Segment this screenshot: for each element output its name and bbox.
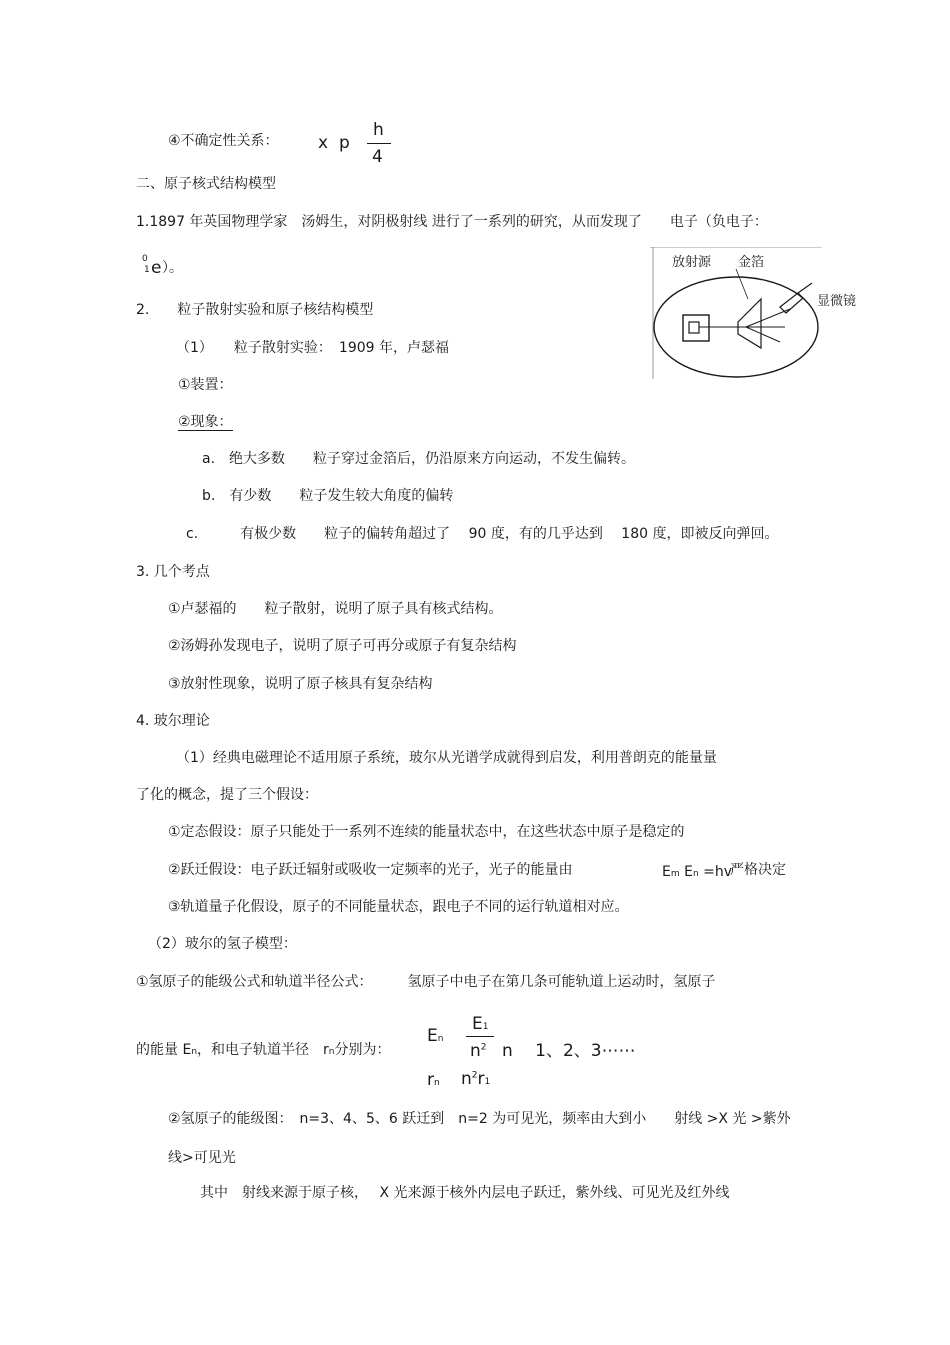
uncertainty-x: x (318, 133, 329, 153)
item4-title: 4. 玻尔理论 (136, 713, 210, 729)
radius-rn: rn (427, 1070, 440, 1090)
electron-sub: 1 (144, 265, 150, 275)
device-label: ①装置： (178, 377, 233, 393)
phenomenon-b: b. 有少数 粒子发生较大角度的偏转 (202, 488, 454, 504)
point-3: ③放射性现象，说明了原子核具有复杂结构 (168, 676, 433, 692)
uncertainty-denominator: 4 (372, 147, 383, 167)
phenomenon-c: c. 有极少数 粒子的偏转角超过了 90 度，有的几乎达到 180 度，即被反向弹回。 (186, 526, 779, 542)
uncertainty-numerator: h (373, 120, 384, 140)
formula-line: 的能量 En，和电子轨道半径 rn分别为： (136, 1042, 391, 1058)
point-1: ①卢瑟福的 粒子散射，说明了原子具有核式结构。 (168, 601, 503, 617)
phenomenon-a: a. 绝大多数 粒子穿过金箔后，仍沿原来方向运动，不发生偏转。 (202, 451, 636, 467)
experiment-line: （1） 粒子散射实验： 1909 年，卢瑟福 (176, 340, 449, 356)
formula-intro: ①氢原子的能级公式和轨道半径公式： 氢原子中电子在第几条可能轨道上运动时，氢原子 (136, 974, 716, 990)
hypothesis-2: ②跃迁假设：电子跃迁辐射或吸收一定频率的光子，光子的能量由 (168, 862, 573, 878)
diagram-microscope-label: 显微镜 (817, 294, 857, 309)
energy-levels-1: ②氢原子的能级图： n=3、4、5、6 跃迁到 n=2 为可见光，频率由大到小 射线 >X 光 >紫外 (168, 1111, 791, 1127)
energy-levels-2: 线>可见光 (168, 1150, 236, 1166)
energy-e1: E1 (472, 1014, 489, 1034)
section-title: 二、原子核式结构模型 (136, 176, 276, 192)
item3-title: 3. 几个考点 (136, 564, 210, 580)
hydrogen-model-title: （2）玻尔的氢子模型： (148, 936, 297, 952)
bohr-intro-2: 了化的概念，提了三个假设： (136, 787, 318, 803)
energy-fraction-bar (466, 1036, 494, 1037)
radius-n2r1: $n^2r1$ (461, 1069, 491, 1089)
diagram-foil-label: 金箔 (738, 255, 765, 270)
electron-symbol: e (151, 258, 162, 278)
phenomenon-label: ②现象： (178, 414, 233, 430)
energy-em: Em En =hv (662, 864, 732, 880)
hypothesis-3: ③轨道量子化假设，原子的不同能量状态，跟电子不同的运行轨道相对应。 (168, 899, 629, 915)
quantum-number-list: n 1、2、3⋯⋯ (502, 1041, 636, 1061)
uncertainty-label: ④不确定性关系： (168, 133, 279, 149)
radiation-origin: 其中 射线来源于原子核， X 光来源于核外内层电子跃迁，紫外线、可见光及红外线 (200, 1185, 730, 1201)
uncertainty-p: p (339, 133, 350, 153)
hypothesis-2-tail: 严格决定 (730, 862, 786, 878)
item2-title: 2. 粒子散射实验和原子核结构模型 (136, 302, 374, 318)
point-2: ②汤姆孙发现电子，说明了原子可再分或原子有复杂结构 (168, 638, 517, 654)
diagram-source-label: 放射源 (672, 255, 712, 270)
hypothesis-1: ①定态假设：原子只能处于一系列不连续的能量状态中，在这些状态中原子是稳定的 (168, 824, 685, 840)
electron-tail: ）。 (162, 260, 183, 276)
fraction-bar (367, 143, 391, 144)
electron-sup: 0 (142, 254, 148, 264)
energy-n2: $n^2$ (470, 1041, 487, 1061)
bohr-intro-1: （1）经典电磁理论不适用原子系统，玻尔从光谱学成就得到启发，利用普朗克的能量量 (176, 750, 717, 766)
item1-line: 1.1897 年英国物理学家 汤姆生，对阴极射线 进行了一系列的研究，从而发现了 电子（负电子： (136, 214, 768, 230)
energy-en: En (427, 1026, 444, 1046)
